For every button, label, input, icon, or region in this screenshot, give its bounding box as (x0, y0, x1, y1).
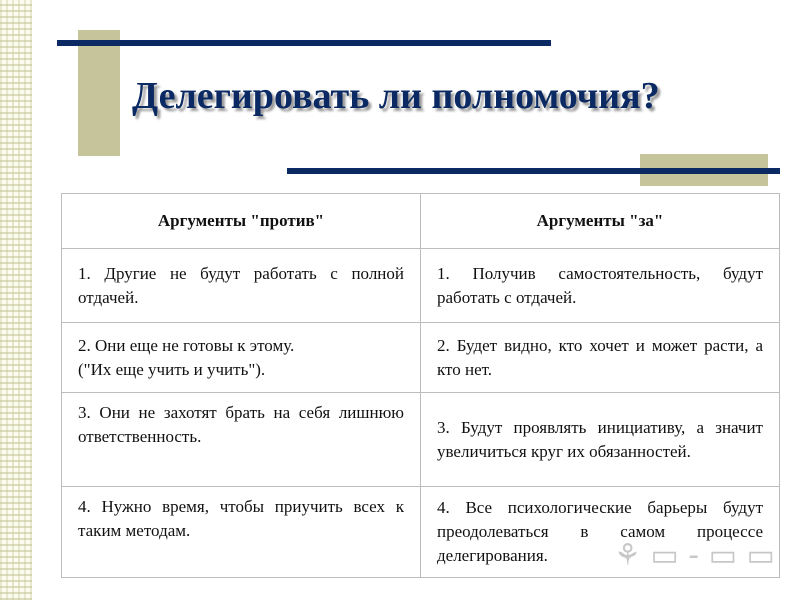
table-row (62, 249, 780, 323)
left-decorative-strip (0, 0, 32, 600)
header-against: Аргументы "против" (62, 194, 421, 249)
cell-text: 1. Получив самостоятельность, будут работать с отдачей. (437, 263, 763, 307)
cell-for-3 (421, 393, 780, 487)
cell-text: 3. Они не захотят брать на себя лишнюю ответственность. (78, 403, 404, 446)
table-header-row (62, 194, 780, 249)
table-row (62, 323, 780, 393)
cell-against-1 (62, 249, 421, 323)
cell-text: 3. Будут проявлять инициативу, а значит увеличиться круг их обязанностей. (437, 417, 763, 461)
cell-text: 2. Они еще не готовы к этому. (78, 335, 295, 355)
cell-for-1 (421, 249, 780, 323)
cell-against-2 (62, 323, 421, 393)
bottom-accent-line (287, 168, 780, 174)
cell-text: 4. Все психологические барьеры будут преодолеваться в самом процессе делегирования. (437, 498, 763, 565)
title-decor-square (78, 30, 120, 156)
cell-against-3 (62, 393, 421, 487)
cell-text: ("Их еще учить и учить"). (78, 359, 266, 379)
cell-text: 2. Будет видно, кто хочет и может расти, а кто нет. (437, 335, 763, 379)
arguments-table (61, 193, 780, 578)
cell-for-2 (421, 323, 780, 393)
table-row (62, 393, 780, 487)
header-for: Аргументы "за" (421, 194, 780, 249)
cell-text: 1. Другие не будут работать с полной отдачей. (78, 263, 404, 307)
slide-title: Делегировать ли полномочия? (132, 75, 660, 117)
top-accent-line (57, 40, 551, 46)
watermark-icon: ⚘ ▭ - ▭ ▭ (614, 538, 775, 573)
cell-against-4 (62, 487, 421, 578)
cell-text: 4. Нужно время, чтобы приучить всех к таким методам. (78, 497, 404, 540)
